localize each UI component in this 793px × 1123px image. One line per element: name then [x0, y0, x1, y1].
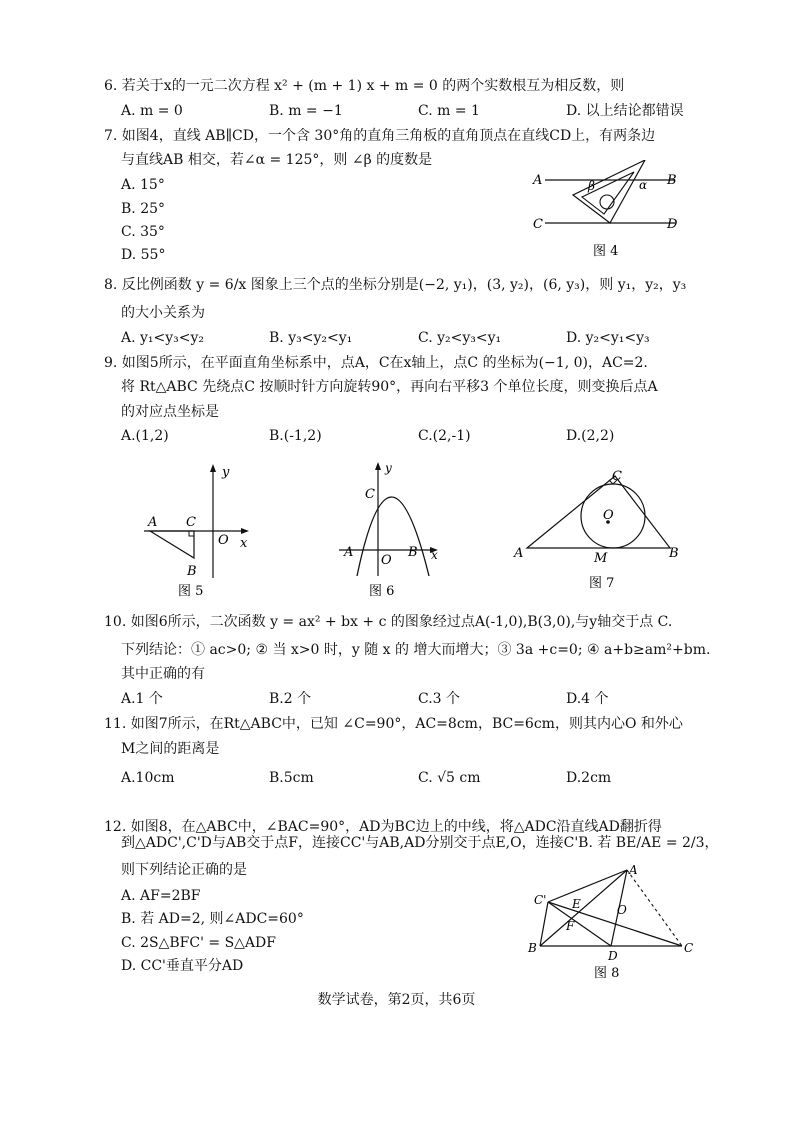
q6-option-b: B. m = −1	[269, 103, 343, 119]
fig8-label-e: E	[572, 897, 581, 911]
q9-stem-line3: 的对应点坐标是	[121, 404, 219, 420]
q6-option-c: C. m = 1	[418, 103, 480, 119]
fig5-label-y: y	[222, 465, 230, 480]
fig7-caption: 图 7	[589, 576, 615, 591]
q7-option-a: A. 15°	[121, 177, 165, 193]
fig8-label-a: A	[629, 863, 638, 877]
q8-option-d: D. y₂<y₁<y₃	[566, 330, 650, 346]
q12-stem-line1: 12. 如图8，在△ABC中，∠BAC=90°，AD为BC边上的中线，将△ADC沿直线AD翻折得	[104, 819, 662, 835]
fig4-label-alpha: α	[639, 178, 648, 192]
q7-option-c: C. 35°	[121, 224, 165, 240]
figure-7	[510, 462, 690, 597]
q9-stem-line1: 9. 如图5所示，在平面直角坐标系中，点A，C在x轴上，点C 的坐标为(−1, 0)，AC=2.	[104, 355, 648, 371]
fig8-label-d: D	[608, 949, 618, 963]
fig6-label-b: B	[408, 545, 418, 560]
fig6-caption: 图 6	[369, 584, 395, 599]
fig5-label-b: B	[187, 564, 197, 579]
fig5-caption: 图 5	[178, 584, 204, 599]
fig8-caption: 图 8	[594, 966, 620, 981]
q11-stem-line2: M之间的距离是	[121, 741, 220, 757]
page-footer: 数学试卷，第2页，共6页	[317, 992, 476, 1008]
fig4-label-a: A	[533, 173, 543, 188]
q10-option-c: C.3 个	[418, 691, 461, 707]
fig4-caption: 图 4	[593, 244, 619, 259]
fig5-label-x: x	[240, 536, 248, 551]
fig4-label-d: D	[667, 217, 678, 232]
q8-stem-line1: 8. 反比例函数 y = 6/x 图象上三个点的坐标分别是(−2, y₁)，(3, y₂)，(6, y₃)，则 y₁，y₂，y₃	[104, 277, 687, 293]
q9-option-b: B.(-1,2)	[269, 428, 322, 444]
fig8-label-b: B	[528, 941, 537, 955]
q10-option-b: B.2 个	[269, 691, 312, 707]
q11-option-c: C. √5 cm	[418, 770, 481, 786]
q9-option-d: D.(2,2)	[566, 428, 615, 444]
fig6-y-arrow	[375, 462, 381, 470]
fig5-triangle-abc	[150, 531, 194, 558]
q9-option-a: A.(1,2)	[121, 428, 169, 444]
fig5-label-o: O	[218, 533, 229, 548]
fig8-side-ac-prime	[548, 870, 627, 902]
q11-option-b: B.5cm	[269, 770, 314, 786]
q9-stem-line2: 将 Rt△ABC 先绕点C 按顺时针方向旋转90°，再向右平移3 个单位长度，则变换后点A	[121, 379, 658, 395]
q8-option-b: B. y₃<y₂<y₁	[269, 330, 353, 346]
q8-option-c: C. y₂<y₃<y₁	[418, 330, 502, 346]
q7-stem-line1: 7. 如图4，直线 AB∥CD，一个含 30°角的直角三角板的直角顶点在直线CD上，有两条边	[104, 128, 656, 144]
figure-5	[140, 460, 260, 600]
q7-option-b: B. 25°	[121, 201, 166, 217]
q7-stem-line2: 与直线AB 相交，若∠α = 125°，则 ∠β 的度数是	[121, 152, 433, 168]
fig5-label-c: C	[186, 515, 196, 530]
q12-stem-line3: 则下列结论正确的是	[121, 862, 247, 878]
fig4-label-beta: β	[588, 179, 595, 193]
fig7-label-a: A	[514, 546, 524, 561]
fig5-x-arrow	[241, 528, 249, 534]
fig8-side-ac	[627, 870, 682, 946]
q12-option-b: B. 若 AD=2, 则∠ADC=60°	[121, 911, 304, 927]
fig7-label-m: M	[594, 551, 608, 566]
q6-stem: 6. 若关于x的一元二次方程 x² + (m + 1) x + m = 0 的两个实数根互为相反数，则	[104, 78, 625, 94]
q6-option-a: A. m = 0	[121, 103, 183, 119]
q10-option-d: D.4 个	[566, 691, 609, 707]
fig8-label-o: O	[617, 903, 627, 917]
fig5-label-a: A	[148, 515, 158, 530]
q9-option-c: C.(2,-1)	[418, 428, 471, 444]
fig7-label-c: C	[612, 469, 622, 484]
q11-option-a: A.10cm	[121, 770, 175, 786]
figure-6	[335, 458, 445, 600]
fig4-label-b: B	[667, 173, 677, 188]
q6-option-d: D. 以上结论都错误	[566, 103, 684, 119]
q11-stem-line1: 11. 如图7所示，在Rt△ABC中，已知 ∠C=90°，AC=8cm，BC=6cm，则其内心O 和外心	[104, 716, 683, 732]
q12-option-d: D. CC'垂直平分AD	[121, 958, 244, 974]
q10-stem-line2: 下列结论：① ac>0; ② 当 x>0 时，y 随 x 的 增大而增大；③ 3a +c=0; ④ a+b≥am²+bm.	[121, 642, 711, 658]
fig6-label-o: O	[381, 553, 392, 568]
fig8-label-f: F	[566, 919, 575, 933]
fig5-right-angle-mark	[189, 531, 194, 536]
fig6-label-c: C	[365, 487, 375, 502]
q7-option-d: D. 55°	[121, 247, 166, 263]
fig7-label-b: B	[669, 546, 679, 561]
fig6-label-a: A	[344, 545, 354, 560]
q8-option-a: A. y₁<y₃<y₂	[121, 330, 205, 346]
q10-stem-line1: 10. 如图6所示，二次函数 y = ax² + bx + c 的图象经过点A(-1,0),B(3,0),与y轴交于点 C.	[104, 614, 673, 630]
fig7-label-o: O	[603, 508, 614, 523]
q8-stem-line2: 的大小关系为	[121, 305, 205, 321]
fig5-y-arrow	[210, 464, 216, 472]
fig7-triangle-abc	[527, 476, 670, 548]
fig6-label-y: y	[385, 461, 392, 475]
figure-4	[525, 160, 695, 260]
q12-option-c: C. 2S△BFC' = S△ADF	[121, 935, 276, 951]
q10-option-a: A.1 个	[121, 691, 163, 707]
triangle-ruler	[573, 160, 648, 223]
q12-option-a: A. AF=2BF	[121, 888, 201, 904]
fig8-label-c: C	[684, 941, 694, 955]
fig8-label-c-prime: C'	[534, 893, 547, 907]
fig6-parabola	[357, 497, 429, 576]
q10-stem-line3: 其中正确的有	[121, 666, 205, 682]
q12-stem-line2: 到△ADC',C'D与AB交于点F，连接CC'与AB,AD分别交于点E,O，连接C'B. 若 BE/AE = 2/3，	[121, 835, 719, 851]
fig6-label-x: x	[431, 548, 438, 562]
figure-8	[522, 862, 697, 982]
fig4-label-c: C	[533, 217, 543, 232]
q11-option-d: D.2cm	[566, 770, 612, 786]
